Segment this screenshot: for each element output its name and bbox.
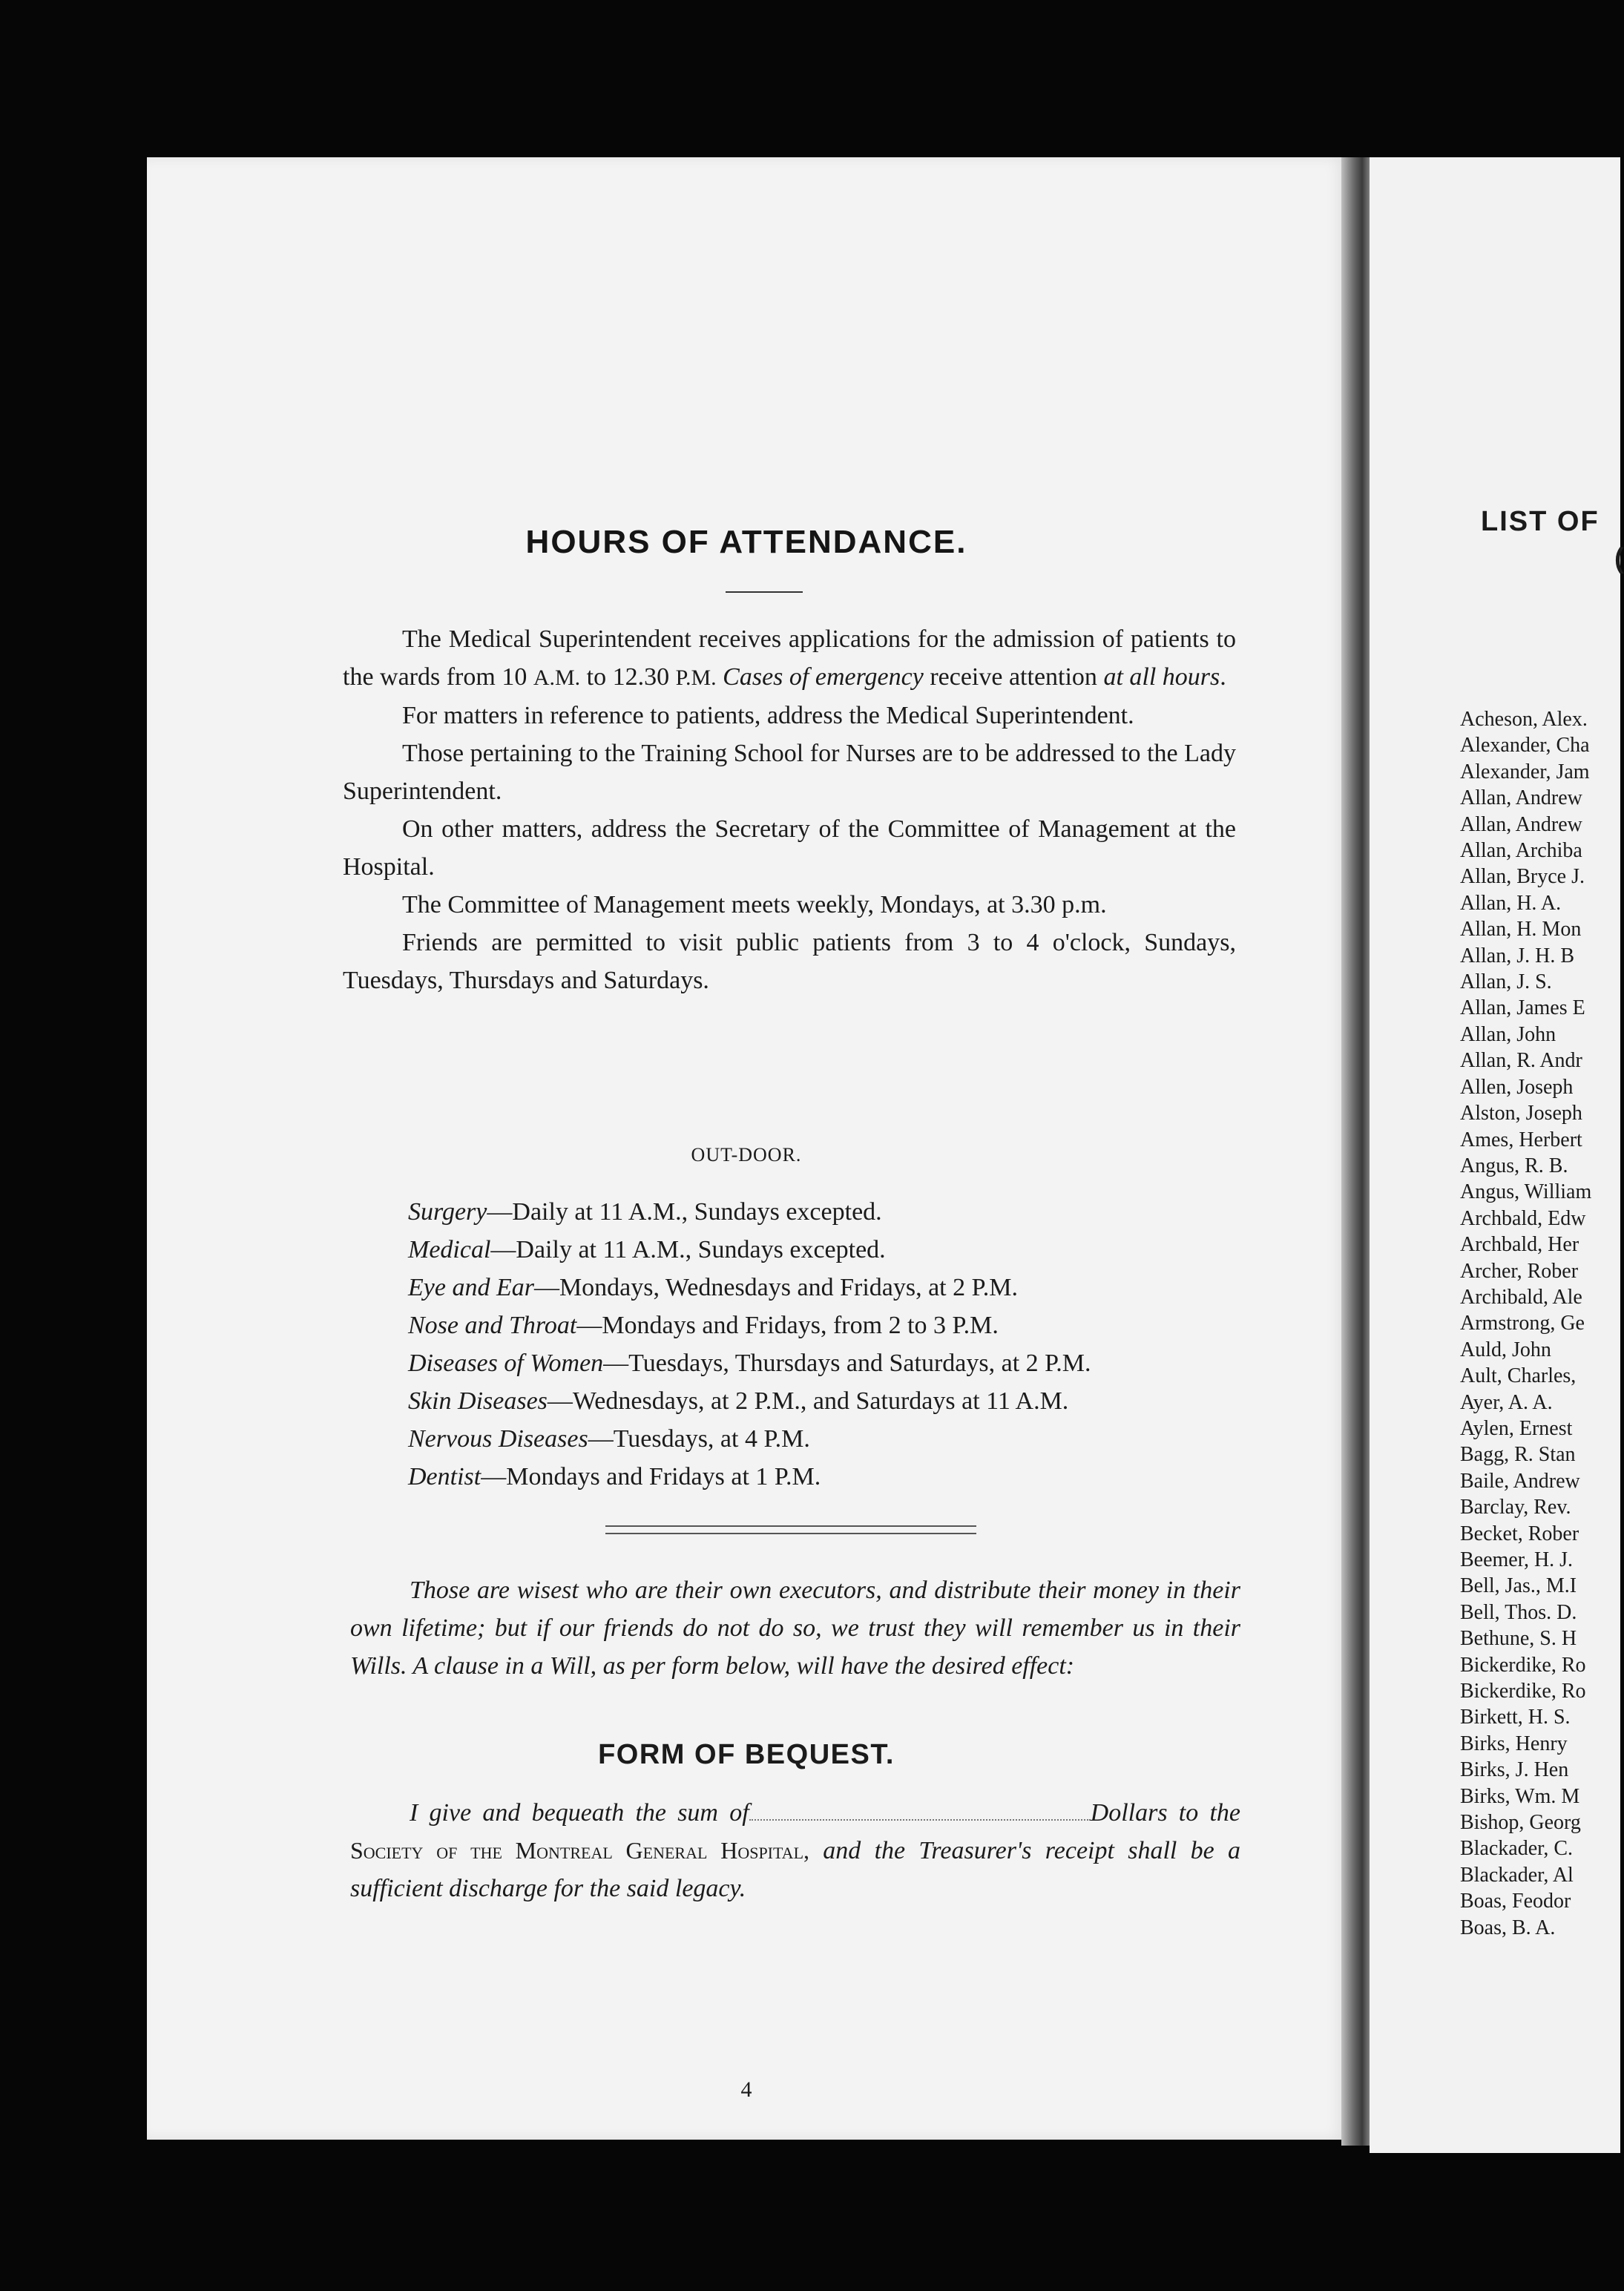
subscriber-name: Acheson, Alex. <box>1460 708 1588 731</box>
clinic-hours: —Tuesdays, Thursdays and Saturdays, at 2 P.M. <box>603 1350 1091 1377</box>
subscriber-name: Allan, R. Andr <box>1460 1049 1582 1073</box>
subscriber-name: Allan, James E <box>1460 996 1585 1020</box>
subscriber-name: Ault, Charles, <box>1460 1364 1577 1388</box>
schedule-row <box>408 1193 1091 1231</box>
legacy-appeal <box>350 1571 1240 1685</box>
schedule-row <box>408 1231 1091 1269</box>
admission-text-post: receive attention <box>923 663 1104 691</box>
society-name: Society of the Montreal General Hospital, <box>350 1837 810 1864</box>
schedule-row <box>408 1420 1091 1458</box>
right-page <box>1370 157 1624 2153</box>
subscriber-name: Allan, Bryce J. <box>1460 865 1585 889</box>
subscriber-name: Bell, Jas., M.I <box>1460 1574 1577 1598</box>
schedule-row <box>408 1344 1091 1382</box>
subscriber-name: Allan, J. H. B <box>1460 944 1574 967</box>
subscriber-name: Blackader, C. <box>1460 1837 1574 1861</box>
clinic-name: Surgery <box>408 1198 487 1226</box>
subscriber-name: Bell, Thos. D. <box>1460 1600 1577 1624</box>
clinic-name: Medical <box>408 1236 491 1263</box>
subscriber-name: Barclay, Rev. <box>1460 1496 1571 1519</box>
dollars-word: Dollars <box>1090 1799 1168 1827</box>
other-matters-paragraph: On other matters, address the Secretary of the Committee of Management at the Hospital. <box>343 815 1236 881</box>
subscriber-name: Archer, Rober <box>1460 1259 1579 1283</box>
subscriber-name: Boas, B. A. <box>1460 1916 1556 1939</box>
clinic-hours: —Daily at 11 A.M., Sundays excepted. <box>487 1198 882 1226</box>
list-title-line2: ( <box>1614 543 1624 574</box>
subscriber-name: Allan, John <box>1460 1022 1556 1046</box>
emergency-text: Cases of emergency <box>716 663 924 691</box>
schedule-row <box>408 1269 1091 1306</box>
subscriber-name: Allan, H. Mon <box>1460 918 1582 941</box>
subscriber-name: Baile, Andrew <box>1460 1469 1580 1493</box>
subscriber-name: Archbald, Edw <box>1460 1206 1586 1230</box>
subscriber-name: Allen, Joseph <box>1460 1075 1574 1099</box>
schedule-row <box>408 1382 1091 1420</box>
nurses-paragraph: Those pertaining to the Training School for Nurses are to be addressed to the Lady Superintendent. <box>343 740 1236 805</box>
list-title: LIST OF <box>1481 506 1600 537</box>
all-hours-text: at all hours <box>1103 663 1220 691</box>
clinic-name: Skin Diseases <box>408 1387 548 1415</box>
subscriber-name: Allan, H. A. <box>1460 891 1562 915</box>
bequest-heading: FORM OF BEQUEST. <box>598 1739 895 1770</box>
clinic-name: Eye and Ear <box>408 1274 534 1301</box>
subscriber-name: Birks, Wm. M <box>1460 1784 1580 1808</box>
clinic-name: Dentist <box>408 1463 481 1490</box>
admission-paragraph <box>343 620 1236 697</box>
subscriber-name: Archbald, Her <box>1460 1233 1579 1257</box>
outdoor-heading: OUT-DOOR. <box>691 1144 802 1166</box>
pm-label: P.M. <box>675 665 717 690</box>
clinic-name: Nervous Diseases <box>408 1425 588 1453</box>
clinic-hours: —Tuesdays, at 4 P.M. <box>588 1425 810 1453</box>
subscriber-name: Birks, J. Hen <box>1460 1758 1569 1782</box>
attendance-text <box>343 620 1236 999</box>
clinic-name: Nose and Throat <box>408 1312 577 1339</box>
subscriber-name: Alston, Joseph <box>1460 1102 1582 1125</box>
bequest-form <box>350 1794 1240 1907</box>
bequest-post: and the Treasurer's receipt shall be a sufficient discharge for the said legacy. <box>350 1837 1240 1902</box>
clinic-hours: —Mondays and Fridays, from 2 to 3 P.M. <box>576 1312 999 1339</box>
subscriber-name: Beemer, H. J. <box>1460 1548 1574 1571</box>
bequest-text <box>350 1794 1240 1907</box>
subscriber-name: Bishop, Georg <box>1460 1811 1581 1835</box>
clinic-hours: —Wednesdays, at 2 P.M., and Saturdays at 11 A.M. <box>547 1387 1069 1415</box>
subscriber-name: Alexander, Jam <box>1460 760 1590 783</box>
subscriber-name: Bickerdike, Ro <box>1460 1680 1586 1703</box>
amount-blank <box>749 1804 1091 1821</box>
subscriber-name: Allan, Andrew <box>1460 786 1582 810</box>
subscriber-name: Allan, Andrew <box>1460 812 1582 836</box>
subscriber-list <box>1460 706 1591 1941</box>
book-gutter <box>1341 157 1371 2146</box>
subscriber-name: Armstrong, Ge <box>1460 1312 1585 1335</box>
schedule-row <box>408 1306 1091 1344</box>
subscriber-name: Bickerdike, Ro <box>1460 1653 1586 1677</box>
subscriber-name: Birks, Henry <box>1460 1732 1568 1755</box>
subscriber-name: Bethune, S. H <box>1460 1627 1577 1651</box>
patients-paragraph: For matters in reference to patients, address the Medical Superintendent. <box>402 702 1134 729</box>
am-label: A.M. <box>533 665 581 690</box>
schedule-row <box>408 1458 1091 1496</box>
outdoor-schedule <box>408 1193 1091 1496</box>
subscriber-name: Ames, Herbert <box>1460 1128 1582 1151</box>
clinic-hours: —Mondays and Fridays at 1 P.M. <box>481 1463 821 1490</box>
visiting-paragraph: Friends are permitted to visit public patients from 3 to 4 o'clock, Sundays, Tuesdays, Thursdays and Saturdays. <box>343 929 1236 994</box>
bequest-pre: I give and bequeath the sum of <box>410 1799 749 1827</box>
subscriber-name: Aylen, Ernest <box>1460 1416 1573 1440</box>
left-page <box>147 157 1346 2140</box>
subscriber-name: Blackader, Al <box>1460 1863 1574 1887</box>
subscriber-name: Alexander, Cha <box>1460 734 1590 757</box>
subscriber-name: Birkett, H. S. <box>1460 1706 1571 1729</box>
subscriber-name: Auld, John <box>1460 1338 1551 1361</box>
committee-paragraph: The Committee of Management meets weekly, Mondays, at 3.30 p.m. <box>402 891 1107 918</box>
page-title: HOURS OF ATTENDANCE. <box>525 524 967 560</box>
section-divider <box>605 1525 976 1534</box>
subscriber-name: Allan, J. S. <box>1460 970 1552 994</box>
page-number: 4 <box>740 2077 752 2102</box>
admission-text-end: . <box>1220 663 1226 691</box>
title-rule <box>726 591 803 593</box>
admission-text-mid: to 12.30 <box>580 663 676 691</box>
legacy-appeal-text: Those are wisest who are their own executors, and distribute their money in their own lifetime; but if our friends do not do so, we trust they will remember us in their Wills. A clause in a Will, as per form below, will have the desired effect: <box>350 1577 1240 1680</box>
subscriber-name: Angus, William <box>1460 1180 1592 1204</box>
subscriber-name: Bagg, R. Stan <box>1460 1443 1576 1467</box>
bequest-to-the: to the <box>1167 1799 1240 1827</box>
clinic-name: Diseases of Women <box>408 1350 604 1377</box>
subscriber-name: Allan, Archiba <box>1460 839 1582 863</box>
clinic-hours: —Mondays, Wednesdays and Fridays, at 2 P.M. <box>533 1274 1018 1301</box>
subscriber-name: Becket, Rober <box>1460 1522 1579 1545</box>
subscriber-name: Angus, R. B. <box>1460 1154 1568 1177</box>
subscriber-name: Ayer, A. A. <box>1460 1390 1553 1414</box>
clinic-hours: —Daily at 11 A.M., Sundays excepted. <box>490 1236 886 1263</box>
subscriber-name: Boas, Feodor <box>1460 1890 1571 1913</box>
subscriber-name: Archibald, Ale <box>1460 1285 1582 1309</box>
admission-text: The Medical Superintendent receives applications for the admission of patients to the wards from 10 <box>343 625 1236 691</box>
